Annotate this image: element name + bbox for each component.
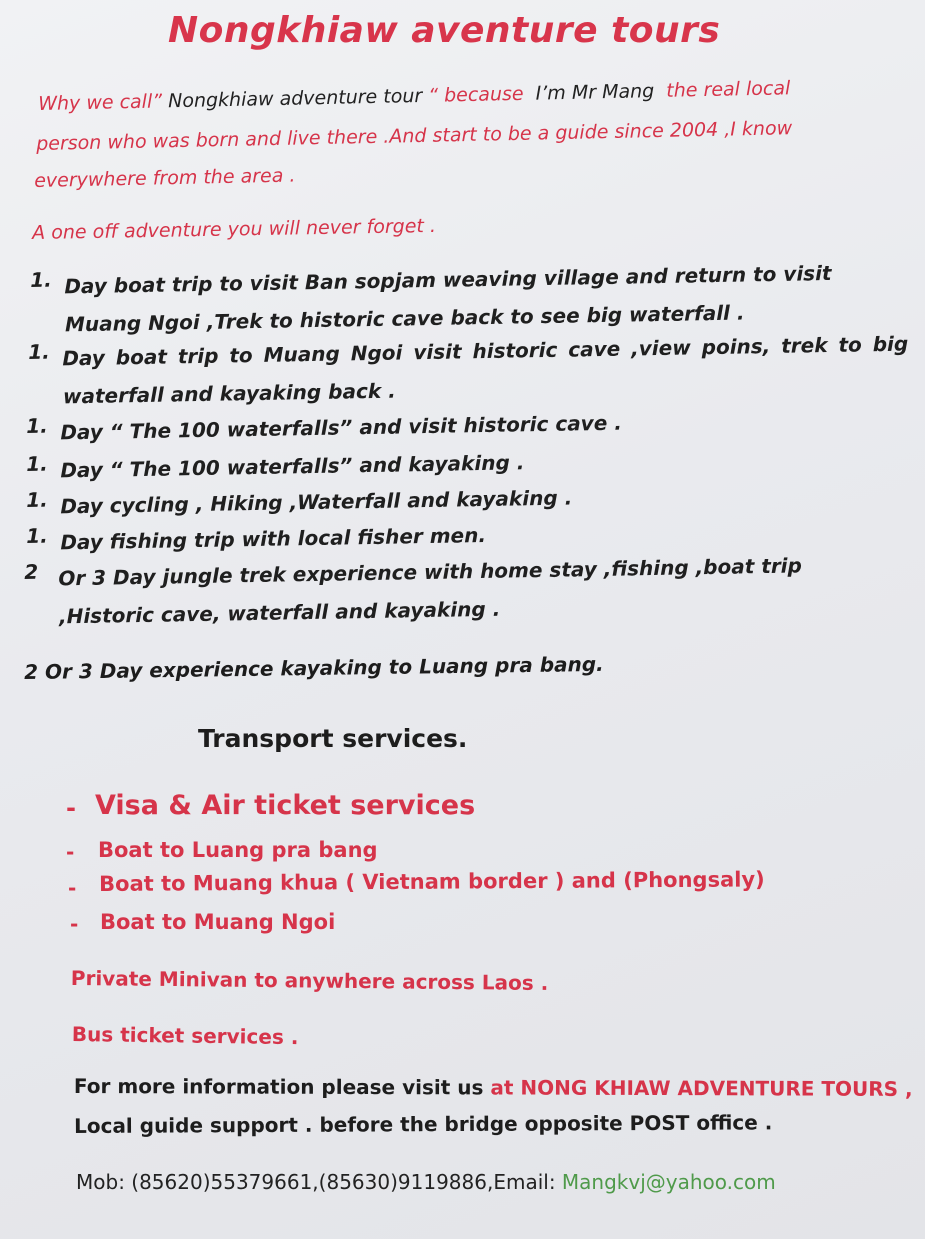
tour-item-number: 1. <box>26 523 48 548</box>
bullet-dash: - <box>66 840 75 864</box>
info-agency-name: at NONG KHIAW ADVENTURE TOURS , <box>490 1075 913 1101</box>
tour-item-number: 1. <box>30 267 52 292</box>
intro-line-2: person who was born and live there .And start to be a guide since 2004 ,I know <box>36 117 793 155</box>
service-boat-muang-ngoi: Boat to Muang Ngoi <box>100 910 336 934</box>
service-boat-muang-khua: Boat to Muang khua ( Vietnam border ) and (Phongsaly) <box>99 867 765 896</box>
intro-line-3: everywhere from the area . <box>34 164 296 192</box>
intro-because: “ because <box>428 82 524 107</box>
intro-real-local: the real local <box>666 77 791 102</box>
intro-tour-name: Nongkhiaw adventure tour <box>167 84 423 113</box>
tour-item-number: 1. <box>26 413 48 438</box>
page-title: Nongkhiaw aventure tours <box>168 10 721 51</box>
info-visit-text: For more information please visit us <box>73 1074 484 1100</box>
tour-item-text: Day “ The 100 waterfalls” and kayaking . <box>60 450 525 483</box>
contact-line <box>76 1170 776 1194</box>
bullet-dash: - <box>70 912 79 936</box>
service-boat-luang-pra-bang: Boat to Luang pra bang <box>98 838 378 862</box>
tagline: A one off adventure you will never forget . <box>32 214 437 244</box>
tour-item-text: Day fishing trip with local fisher men. <box>60 522 487 555</box>
intro-why: Why we call” <box>38 90 163 115</box>
tour-item-text: Day “ The 100 waterfalls” and visit historic cave . <box>60 410 623 445</box>
bullet-dash: - <box>68 876 77 900</box>
bullet-dash: - <box>66 794 76 822</box>
tour-item-number: 1. <box>26 451 48 476</box>
tour-item-text: Day boat trip to visit Ban sopjam weaving village and return to visit Muang Ngoi ,Trek to historic cave back to see big waterfall . <box>64 261 832 337</box>
service-bus: Bus ticket services . <box>71 1022 299 1050</box>
tour-item-text: Day cycling , Hiking ,Waterfall and kayaking . <box>60 485 573 519</box>
intro-mr-mang: I’m Mr Mang <box>535 80 655 105</box>
transport-heading: Transport services. <box>198 724 468 753</box>
tour-item-text: Day boat trip to Muang Ngoi visit historic cave ,view poins, trek to big waterfall and kayaking back . <box>62 331 909 409</box>
tour-item-text: Or 3 Day jungle trek experience with home stay ,fishing ,boat trip ,Historic cave, waterfall and kayaking . <box>58 553 803 629</box>
tour-item-number: 1. <box>28 339 50 364</box>
service-minivan: Private Minivan to anywhere across Laos . <box>70 966 549 995</box>
tour-item-number: 1. <box>26 487 48 512</box>
info-line-2: Local guide support . before the bridge opposite POST office . <box>74 1110 773 1138</box>
tour-item-number: 2 <box>24 559 39 584</box>
contact-phones: Mob: (85620)55379661,(85630)9119886,Email: <box>76 1170 556 1194</box>
kayak-line: 2 Or 3 Day experience kayaking to Luang pra bang. <box>24 651 604 684</box>
intro-line-1 <box>38 77 790 115</box>
service-visa: Visa & Air ticket services <box>95 790 476 821</box>
info-line-1 <box>74 1074 913 1101</box>
contact-email[interactable]: Mangkvj@yahoo.com <box>561 1170 776 1194</box>
tour-item-1 <box>30 253 890 337</box>
